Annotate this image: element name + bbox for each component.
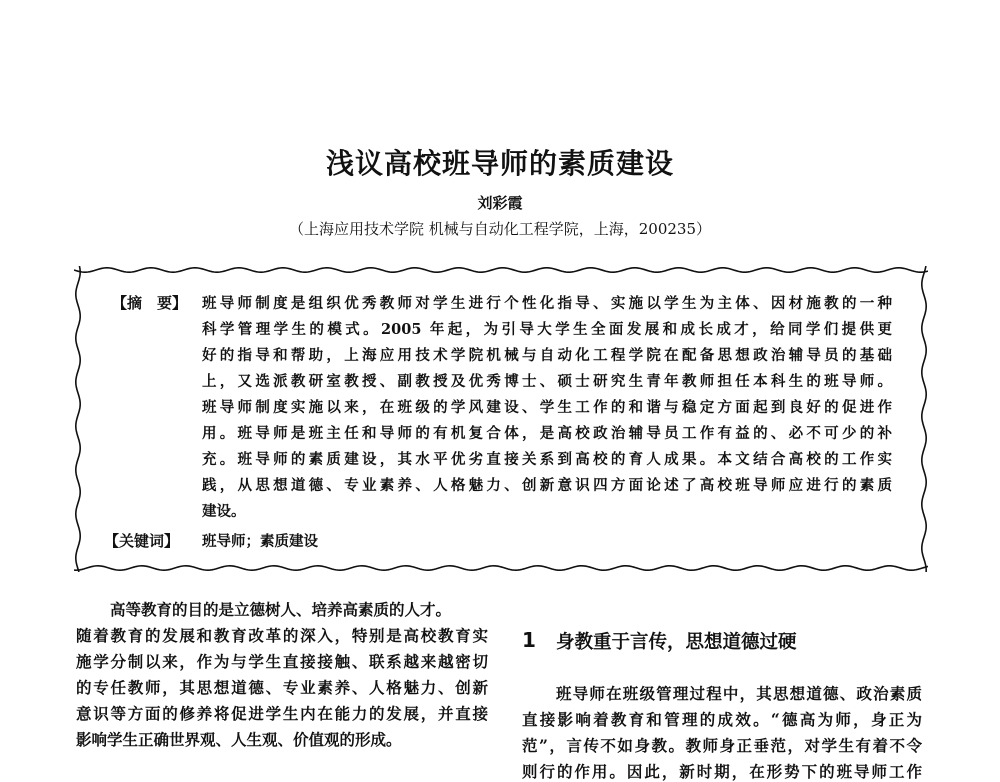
frame-left-border	[76, 266, 80, 572]
frame-top-border	[74, 268, 928, 272]
body-line-left: 随着教育的发展和教育改革的深入，特别是高校教育实	[76, 626, 488, 645]
author-affiliation: （上海应用技术学院 机械与自动化工程学院，上海，200235）	[288, 220, 712, 238]
body-line-left: 意识等方面的修养将促进学生内在能力的发展，并直接	[76, 704, 488, 723]
frame-right-border	[922, 266, 926, 572]
abstract-line: 好的指导和帮助，上海应用技术学院机械与自动化工程学院在配备思想政治辅导员的基础	[202, 347, 892, 364]
body-line-left: 影响学生正确世界观、人生观、价值观的形成。	[76, 730, 402, 749]
abstract-label: 【摘 要】	[112, 294, 188, 312]
abstract-line: 践，从思想道德、专业素养、人格魅力、创新意识四方面论述了高校班导师应进行的素质	[202, 477, 892, 494]
body-line-left: 施学分制以来，作为与学生直接接触、联系越来越密切	[76, 652, 488, 671]
abstract-line: 建设。	[202, 503, 246, 520]
body-line-right: 则行的作用。因此，新时期，在形势下的班导师工作	[522, 762, 922, 781]
frame-bottom-border	[74, 566, 928, 570]
abstract-line: 上，又选派教研室教授、副教授及优秀博士、硕士研究生青年教师担任本科生的班导师。	[202, 373, 892, 390]
abstract-line: 班导师制度实施以来，在班级的学风建设、学生工作的和谐与稳定方面起到良好的促进作	[202, 399, 892, 416]
author-name: 刘彩霞	[477, 194, 523, 212]
body-line-left: 高等教育的目的是立德树人、培养高素质的人才。	[110, 600, 452, 619]
abstract-line: 充。班导师的素质建设，其水平优劣直接关系到高校的育人成果。本文结合高校的工作实	[202, 451, 892, 468]
keywords-label: 【关键词】	[104, 532, 180, 550]
section-number: 1	[522, 628, 536, 652]
body-line-right: 直接影响着教育和管理的成效。“德高为师，身正为	[522, 710, 922, 729]
body-line-right: 范”，言传不如身教。教师身正垂范，对学生有着不令	[522, 736, 922, 755]
body-line-right: 班导师在班级管理过程中，其思想道德、政治素质	[556, 684, 922, 703]
abstract-line: 科学管理学生的模式。2005 年起，为引导大学生全面发展和成长成才，给同学们提供更	[202, 321, 892, 338]
abstract-line: 班导师制度是组织优秀教师对学生进行个性化指导、实施以学生为主体、因材施教的一种	[202, 295, 892, 312]
keywords-value: 班导师；素质建设	[202, 533, 318, 550]
section-title: 身教重于言传，思想道德过硬	[556, 632, 797, 653]
abstract-line: 用。班导师是班主任和导师的有机复合体，是高校政治辅导员工作有益的、必不可少的补	[202, 425, 892, 442]
paper-title: 浅议高校班导师的素质建设	[325, 147, 674, 180]
body-line-left: 的专任教师，其思想道德、专业素养、人格魅力、创新	[76, 678, 488, 697]
